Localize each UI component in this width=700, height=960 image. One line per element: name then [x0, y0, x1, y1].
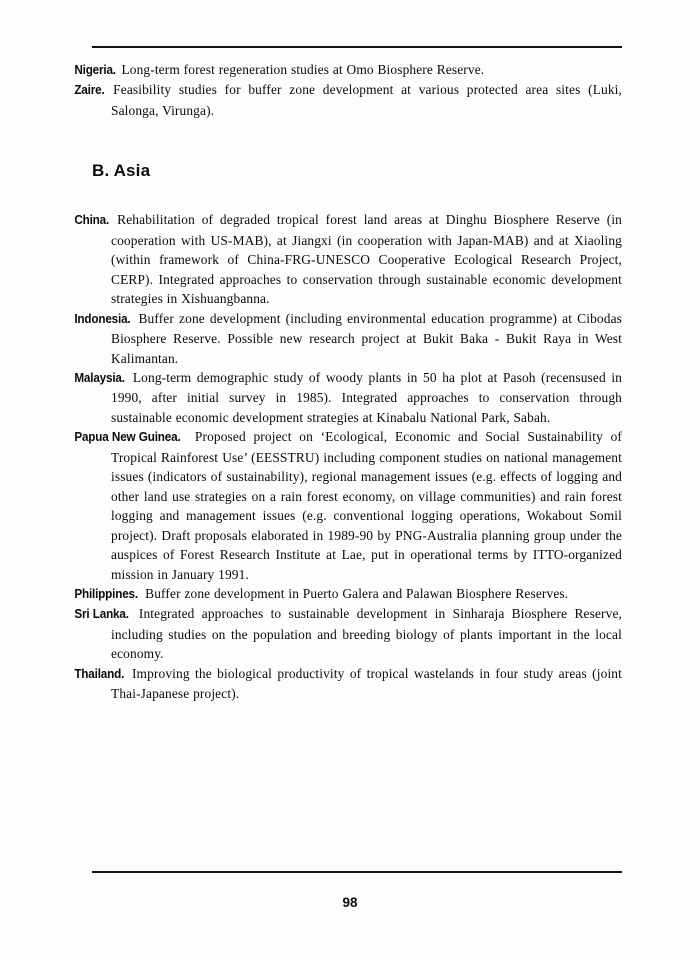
footer-rule	[92, 871, 622, 873]
entry-text-nigeria: Long-term forest regeneration studies at Omo Biosphere Reserve.	[121, 62, 485, 77]
header-rule	[92, 46, 622, 48]
entry-nigeria	[74, 60, 622, 80]
country-label-philippines: Philippines.	[74, 586, 138, 601]
entry-text-sri-lanka: Integrated approaches to sustainable development in Sinharaja Biosphere Reserve, including studies on the population and breeding biology of plants important in the local economy.	[111, 606, 623, 662]
entry-thailand	[74, 664, 622, 704]
entry-text-malaysia: Long-term demographic study of woody plants in 50 ha plot at Pasoh (recensused in 1990, after initial survey in 1985). Integrated approaches to conservation through sustainable economic development strategies at Kinabalu National Park, Sabah.	[111, 369, 623, 425]
entry-malaysia	[74, 368, 623, 427]
entry-text-thailand: Improving the biological productivity of tropical wastelands in four study areas (joint Thai-Japanese project).	[111, 665, 622, 702]
entry-sri-lanka	[74, 604, 623, 663]
entry-china	[74, 210, 622, 308]
page-number: 98	[342, 895, 358, 910]
entry-text-china: Rehabilitation of degraded tropical forest land areas at Dinghu Biosphere Reserve (in cooperation with US-MAB), at Jiangxi (in cooperation with Japan-MAB) and at Xiaoling (within framework of China-FRG-UNESCO Cooperative Ecological Research Project, CERP). Integrated approaches to conservation through sustainable economic development strategies in Xishuangbanna.	[111, 212, 622, 307]
page-content	[74, 60, 623, 704]
entry-text-zaire: Feasibility studies for buffer zone development at various protected area sites (Luki, Salonga, Virunga).	[111, 82, 623, 118]
spacer-below-heading	[92, 181, 622, 210]
entry-zaire	[74, 80, 623, 120]
country-label-indonesia: Indonesia.	[74, 311, 131, 326]
country-label-thailand: Thailand.	[74, 666, 125, 681]
entry-text-philippines: Buffer zone development in Puerto Galera and Palawan Biosphere Reserves.	[145, 585, 569, 601]
entry-philippines	[74, 584, 622, 604]
country-label-nigeria: Nigeria.	[74, 63, 116, 77]
section-heading-asia: B. Asia	[92, 161, 151, 181]
entry-text-indonesia: Buffer zone development (including environmental education programme) at Cibodas Biosphere Reserve. Possible new research project at Bukit Baka - Bukit Raya in West Kalimantan.	[111, 310, 623, 366]
country-label-malaysia: Malaysia.	[74, 370, 125, 385]
country-label-zaire: Zaire.	[74, 83, 105, 98]
spacer-above-heading	[92, 120, 622, 161]
country-label-papua-new-guinea: Papua New Guinea.	[74, 430, 181, 445]
country-label-sri-lanka: Sri Lanka.	[74, 607, 129, 622]
country-label-china: China.	[74, 213, 110, 228]
entry-indonesia	[74, 309, 623, 368]
entry-text-papua-new-guinea: Proposed project on ‘Ecological, Economic and Social Sustainability of Tropical Rainforest Use’ (EESSTRU) including component studies on national management issues (indicators of sustainability), regional management issues (e.g. effects of logging and other land use strategies on a rain forest economy, on village communities) and rain forest logging and management issues (e.g. conventional logging operations, Wokabout Somil project). Draft proposals elaborated in 1989-90 by PNG-Australia planning group under the auspices of Forest Research Institute at Lae, put in operational terms by ITTO-organized mission in January 1991.	[111, 429, 622, 582]
entry-papua-new-guinea	[74, 427, 622, 584]
